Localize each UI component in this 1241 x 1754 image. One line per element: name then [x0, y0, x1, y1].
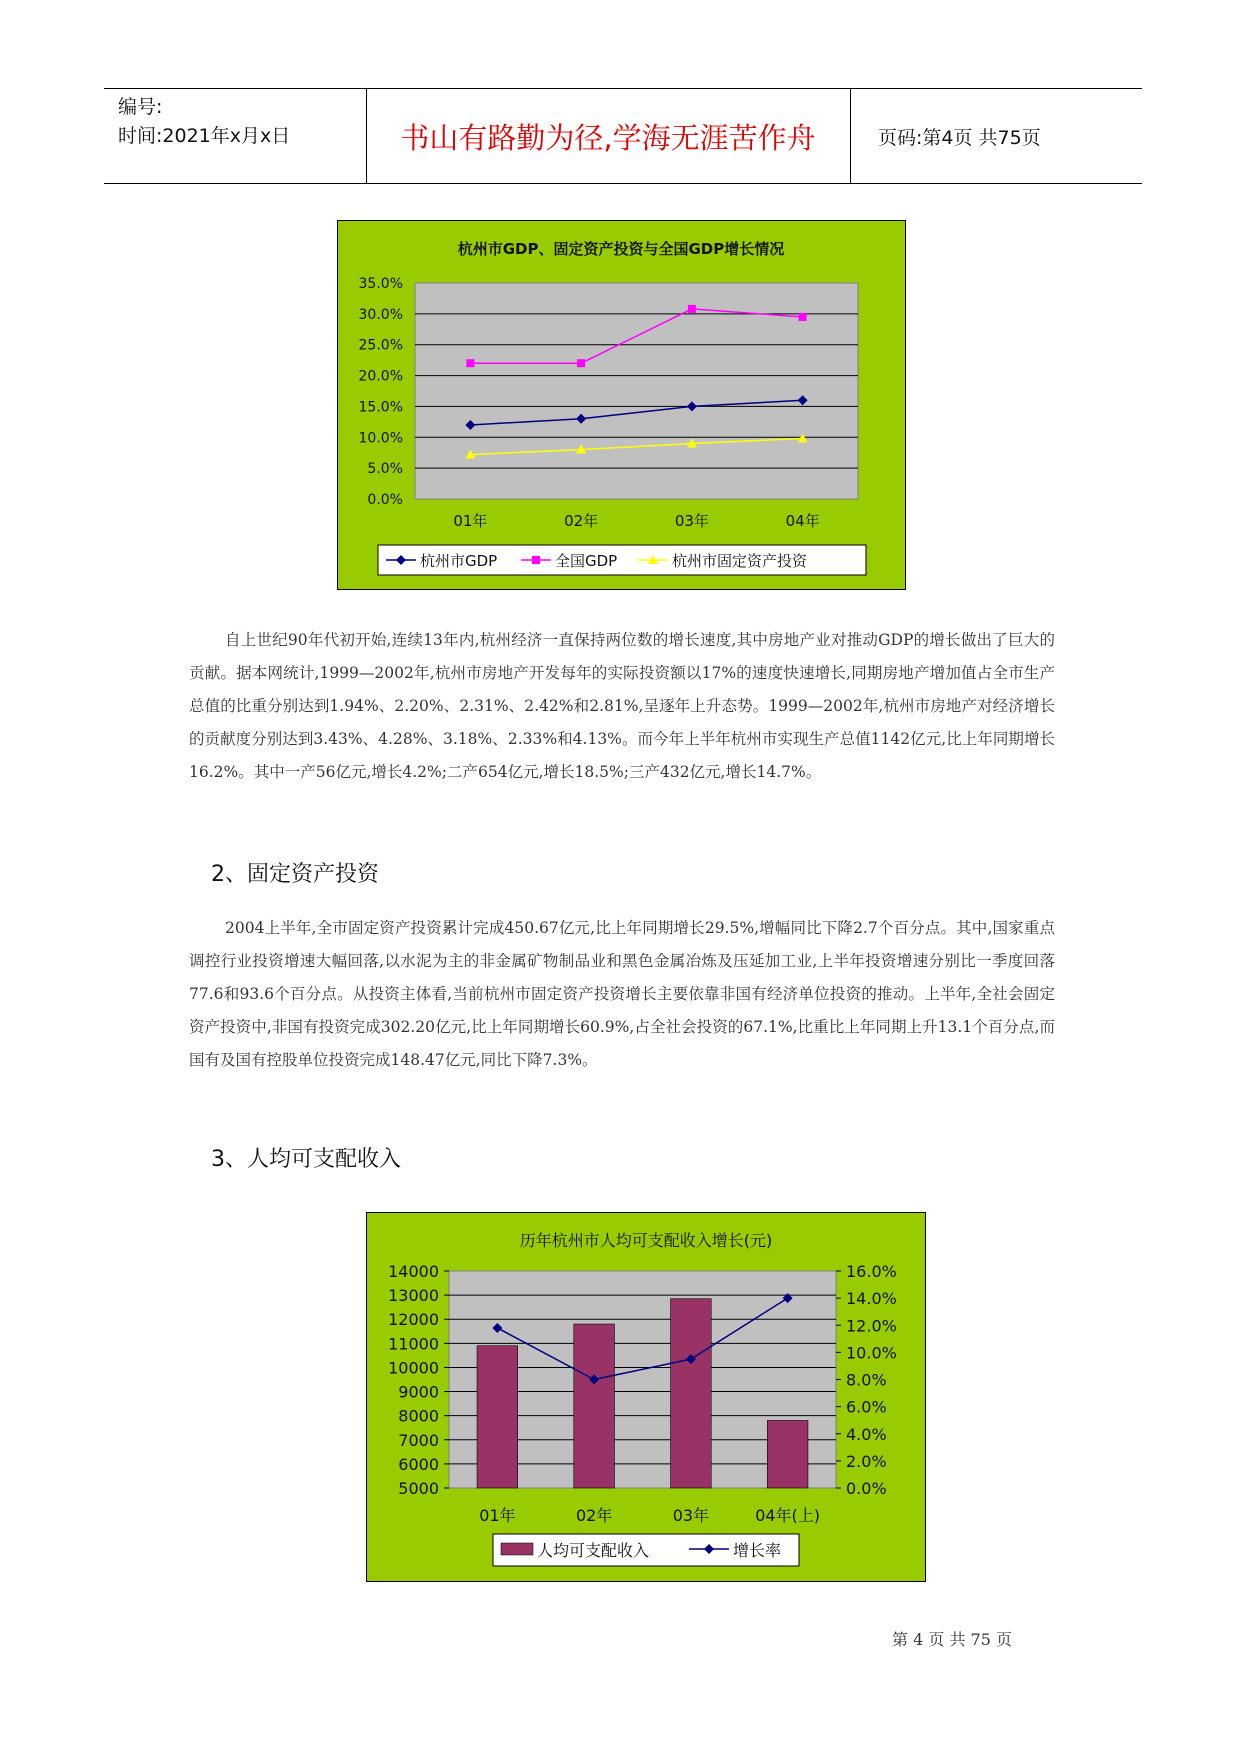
paragraph-investment [189, 912, 1055, 1077]
chart-title: 历年杭州市人均可支配收入增长(元) [519, 1231, 773, 1250]
time-label: 时间:2021年x月x日 [118, 125, 291, 147]
section-heading-income: 3、人均可支配收入 [211, 1147, 401, 1172]
y-tick-label: 12000 [388, 1310, 439, 1330]
income-bar [574, 1324, 615, 1488]
page-header [104, 88, 1142, 184]
number-label: 编号: [118, 96, 163, 118]
x-tick-label: 01年 [453, 512, 488, 530]
y2-tick-label: 0.0% [846, 1479, 887, 1498]
y-tick-label: 14000 [388, 1262, 439, 1281]
income-chart-svg [367, 1213, 925, 1581]
legend-label: 增长率 [733, 1541, 782, 1560]
section-heading-investment: 2、固定资产投资 [211, 862, 379, 887]
legend-label: 杭州市固定资产投资 [672, 552, 808, 570]
y2-tick-label: 4.0% [846, 1424, 887, 1444]
header-motto: 书山有路勤为径,学海无涯苦作舟 [400, 120, 816, 155]
y-tick-label: 30.0% [358, 306, 403, 323]
y-tick-label: 35.0% [358, 276, 403, 292]
income-bar [767, 1420, 808, 1488]
y-tick-label: 10.0% [358, 430, 403, 447]
y-tick-label: 0.0% [367, 492, 403, 508]
x-tick-label: 02年 [575, 1506, 613, 1525]
income-chart [366, 1212, 926, 1582]
y-tick-label: 11000 [388, 1334, 439, 1354]
x-tick-label: 04年(上) [755, 1506, 821, 1525]
paragraph-text: 2004上半年,全市固定资产投资累计完成450.67亿元,比上年同期增长29.5%,增幅同比下降2.7个百分点。其中,国家重点调控行业投资增速大幅回落,以水泥为主的非金属矿物制品业和黑色金属冶炼及压延加工业,上半年投资增速分别比一季度回落77.6和93.6个百分点。从投资主体看,当前杭州市固定资产投资增长主要依靠非国有经济单位投资的推动。上半年,全社会固定资产投资中,非国有投资完成302.20亿元,比上年同期增长60.9%,占全社会投资的67.1%,比重比上年同期上升13.1个百分点,而国有及国有控股单位投资完成148.47亿元,同比下降7.3%。 [189, 919, 1055, 1069]
gdp-growth-chart [337, 220, 906, 590]
x-tick-label: 02年 [564, 512, 599, 530]
y2-tick-label: 16.0% [846, 1262, 897, 1281]
y-tick-label: 6000 [398, 1454, 439, 1474]
income-bar [477, 1346, 518, 1488]
y-tick-label: 13000 [388, 1286, 439, 1306]
y-tick-label: 20.0% [358, 368, 403, 385]
header-page-info: 页码:第4页 共75页 [878, 126, 1041, 149]
bar-swatch-icon [501, 1543, 533, 1555]
legend-label: 全国GDP [555, 552, 618, 570]
y-tick-label: 15.0% [358, 399, 403, 416]
legend-label: 杭州市GDP [420, 552, 498, 570]
paragraph-text: 自上世纪90年代初开始,连续13年内,杭州经济一直保持两位数的增长速度,其中房地产业对推动GDP的增长做出了巨大的贡献。据本网统计,1999—2002年,杭州市房地产开发每年的实际投资额以17%的速度快速增长,同期房地产增加值占全市生产总值的比重分别达到1.94%、2.20%、2.31%、2.42%和2.81%,呈逐年上升态势。1999—2002年,杭州市房地产对经济增长的贡献度分别达到3.43%、4.28%、3.18%、2.33%和4.13%。而今年上半年杭州市实现生产总值1142亿元,比上年同期增长16.2%。其中一产56亿元,增长4.2%;二产654亿元,增长18.5%;三产432亿元,增长14.7%。 [189, 631, 1055, 781]
square-marker-icon [532, 556, 540, 564]
x-tick-label: 03年 [672, 1506, 710, 1525]
y-tick-label: 25.0% [358, 337, 403, 354]
gdp-growth-chart-svg [338, 221, 905, 589]
y2-tick-label: 10.0% [846, 1343, 897, 1363]
y2-tick-label: 8.0% [846, 1370, 887, 1390]
y2-tick-label: 6.0% [846, 1397, 887, 1417]
paragraph-gdp [189, 624, 1055, 789]
data-point [577, 359, 585, 367]
y-tick-label: 7000 [398, 1430, 439, 1450]
data-point [466, 359, 474, 367]
y2-tick-label: 12.0% [846, 1316, 897, 1336]
page-footer: 第 4 页 共 75 页 [892, 1630, 1012, 1649]
income-bar [671, 1299, 712, 1488]
data-point [688, 305, 696, 313]
legend-label: 人均可支配收入 [537, 1541, 650, 1560]
chart-title: 杭州市GDP、固定资产投资与全国GDP增长情况 [457, 240, 785, 258]
x-tick-label: 03年 [674, 512, 709, 530]
y-tick-label: 5000 [398, 1479, 439, 1498]
y-tick-label: 9000 [398, 1382, 439, 1402]
y-tick-label: 5.0% [367, 461, 403, 478]
data-point [799, 313, 807, 321]
y-tick-label: 10000 [388, 1358, 439, 1378]
y2-tick-label: 2.0% [846, 1451, 887, 1471]
y2-tick-label: 14.0% [846, 1289, 897, 1309]
header-divider [850, 89, 851, 183]
header-meta [118, 93, 290, 151]
x-tick-label: 01年 [479, 1506, 516, 1525]
y-tick-label: 8000 [398, 1406, 439, 1426]
x-tick-label: 04年 [785, 512, 820, 530]
